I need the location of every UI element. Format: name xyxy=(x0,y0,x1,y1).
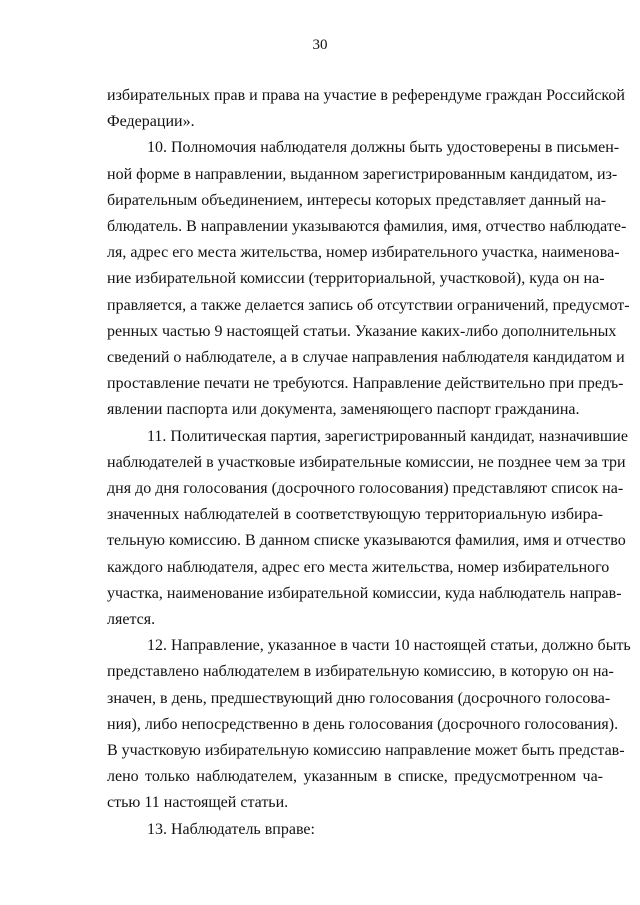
text-line: избирательных прав и права на участие в референдуме граждан Российской xyxy=(107,87,625,104)
text-line: В участковую избирательную комиссию направление может быть представ- xyxy=(107,742,625,759)
text-line: лено только наблюдателем, указанным в списке, предусмотренном ча- xyxy=(107,768,603,786)
text-line: тельную комиссию. В данном списке указываются фамилия, имя и отчество xyxy=(107,532,626,550)
text-line: наблюдателей в участковые избирательные комиссии, не позднее чем за три xyxy=(107,453,626,471)
text-line: ния), либо непосредственно в день голосования (досрочного голосования). xyxy=(107,715,619,733)
text-line: дня до дня голосования (досрочного голосования) представляют список на- xyxy=(107,480,624,497)
text-line: ля, адрес его места жительства, номер избирательного участка, наименова- xyxy=(107,244,620,262)
text-line: Федерации». xyxy=(107,113,195,131)
text-line: ренных частью 9 настоящей статьи. Указание каких-либо дополнительных xyxy=(107,322,617,340)
paragraph-first-line: 10. Полномочия наблюдателя должны быть удостоверены в письмен- xyxy=(147,139,620,157)
page-number: 30 xyxy=(312,37,328,53)
text-line: участка, наименование избирательной комиссии, куда наблюдатель направ- xyxy=(107,584,622,602)
text-line: правляется, а также делается запись об отсутствии ограничений, предусмот- xyxy=(107,296,630,314)
text-line: бирательным объединением, интересы которых представляет данный на- xyxy=(107,191,607,209)
text-line: проставление печати не требуются. Направление действительно при предъ- xyxy=(107,375,624,393)
text-line: ляется. xyxy=(107,611,156,628)
paragraph-first-line: 12. Направление, указанное в части 10 настоящей статьи, должно быть xyxy=(147,637,631,655)
text-line: каждого наблюдателя, адрес его места жительства, номер избирательного xyxy=(107,558,610,576)
text-line: стью 11 настоящей статьи. xyxy=(107,794,289,812)
text-line: сведений о наблюдателе, а в случае направления наблюдателя кандидатом и xyxy=(107,349,625,366)
text-line: значен, в день, предшествующий дню голосования (досрочного голосова- xyxy=(107,689,611,707)
text-line: явлении паспорта или документа, заменяющего паспорт гражданина. xyxy=(107,401,580,419)
text-line: ной форме в направлении, выданном зарегистрированным кандидатом, из- xyxy=(107,165,618,183)
paragraph-first-line: 11. Политическая партия, зарегистрированный кандидат, назначившие xyxy=(147,427,628,445)
text-line: представлено наблюдателем в избирательную комиссию, в которую он на- xyxy=(107,663,614,681)
text-line: ние избирательной комиссии (территориальной, участковой), куда он на- xyxy=(107,270,605,288)
paragraph-first-line: 13. Наблюдатель вправе: xyxy=(147,820,315,838)
text-line: значенных наблюдателей в соответствующую территориальную избира- xyxy=(107,506,603,524)
text-line: блюдатель. В направлении указываются фамилия, имя, отчество наблюдате- xyxy=(107,218,627,235)
